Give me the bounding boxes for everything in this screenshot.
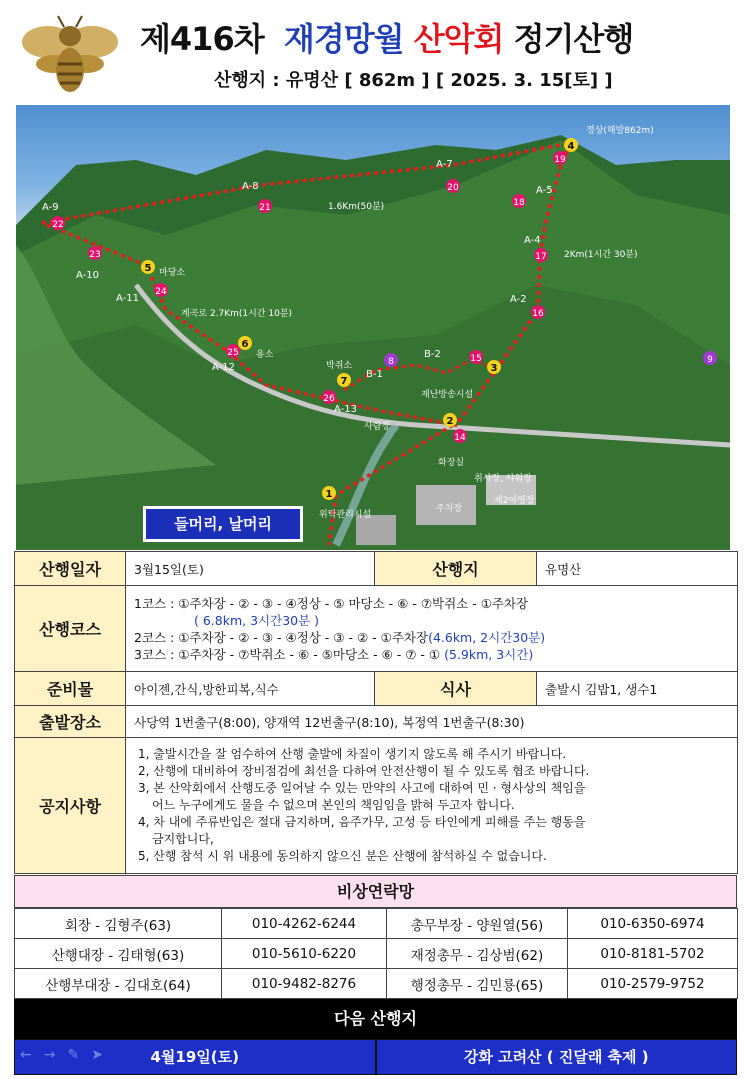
title-suffix: 정기산행 xyxy=(513,20,634,58)
next-trip-title: 다음 산행지 xyxy=(14,999,737,1039)
waypoint-22 xyxy=(51,216,65,230)
cursor-icon[interactable]: ➤ xyxy=(91,1047,103,1063)
svg-text:24: 24 xyxy=(155,287,167,297)
map-a7: A-7 xyxy=(436,159,453,170)
map-entry-badge: 들머리, 날머리 xyxy=(143,506,303,542)
notice-line: 1, 출발시간을 잘 엄수하여 산행 출발에 차질이 생기지 않도록 해 주시기 바랍니다. xyxy=(138,747,567,761)
course-value xyxy=(126,586,738,672)
trail-map-illustration xyxy=(16,105,730,550)
svg-text:20: 20 xyxy=(447,183,459,193)
svg-text:8: 8 xyxy=(388,357,394,367)
contact-name: 총무부장 - 양원열(56) xyxy=(387,909,568,939)
viewer-toolbar xyxy=(20,1047,103,1063)
svg-text:17: 17 xyxy=(535,252,547,262)
contact-phone: 010-8181-5702 xyxy=(568,939,738,969)
waypoint-17 xyxy=(534,248,548,262)
map-a2: A-2 xyxy=(510,294,527,305)
map-distance-3: 계곡로 2.7Km(1시간 10분) xyxy=(181,309,293,319)
map-summit-label: 정상(해발862m) xyxy=(586,126,654,136)
next-trip-place: 강화 고려산 ( 진달래 축제 ) xyxy=(375,1040,737,1074)
emergency-table xyxy=(14,908,738,999)
contact-name: 회장 - 김형주(63) xyxy=(15,909,222,939)
map-a4: A-4 xyxy=(524,235,541,246)
waypoint-2 xyxy=(443,413,457,427)
svg-text:6: 6 xyxy=(241,339,249,350)
map-place-shelter: 재난방송시설 xyxy=(421,390,474,400)
svg-text:22: 22 xyxy=(52,220,64,230)
map-place-yongso: 용소 xyxy=(256,350,274,360)
svg-text:7: 7 xyxy=(340,376,348,387)
contact-name: 행정총무 - 김민룡(65) xyxy=(387,969,568,999)
svg-text:5: 5 xyxy=(144,263,152,274)
prep-label: 준비물 xyxy=(15,672,126,706)
table-row xyxy=(15,969,738,999)
svg-text:21: 21 xyxy=(259,203,271,213)
svg-text:19: 19 xyxy=(554,155,566,165)
course-2-line xyxy=(134,629,729,646)
map-distance-2: 2Km(1시간 30분) xyxy=(564,250,638,260)
svg-text:4: 4 xyxy=(567,141,575,152)
waypoint-8 xyxy=(384,353,398,367)
contact-phone: 010-5610-6220 xyxy=(222,939,387,969)
contact-name: 산행부대장 - 김대호(64) xyxy=(15,969,222,999)
notice-line: 어느 누구에게도 물을 수 없으며 본인의 책임임을 밝혀 두고자 합니다. xyxy=(152,798,515,812)
svg-text:14: 14 xyxy=(454,433,466,443)
map-place-bakjwiso: 박쥐소 xyxy=(326,361,353,371)
waypoint-1 xyxy=(322,486,336,500)
page-title xyxy=(140,14,740,60)
waypoint-5 xyxy=(141,260,155,274)
notice-value xyxy=(126,738,738,874)
svg-text:1: 1 xyxy=(325,489,333,500)
svg-text:16: 16 xyxy=(532,309,544,319)
arrow-left-icon[interactable]: ← xyxy=(20,1047,32,1063)
waypoint-6 xyxy=(238,336,252,350)
waypoint-21 xyxy=(258,199,272,213)
table-row xyxy=(15,909,738,939)
map-a11: A-11 xyxy=(116,293,139,304)
map-place-madangso: 마당소 xyxy=(159,268,186,278)
map-a10: A-10 xyxy=(76,270,99,281)
arrow-right-icon[interactable]: → xyxy=(43,1047,56,1063)
map-a13: A-13 xyxy=(334,404,357,415)
prep-value: 아이젠,간식,방한피복,식수 xyxy=(126,672,375,706)
contact-phone: 010-2579-9752 xyxy=(568,969,738,999)
map-b2: B-2 xyxy=(424,349,441,360)
waypoint-9 xyxy=(703,351,717,365)
emergency-title: 비상연락망 xyxy=(14,875,737,908)
notice-label: 공지사항 xyxy=(15,738,126,874)
course-3-note: (5.9km, 3시간) xyxy=(444,646,534,662)
svg-text:25: 25 xyxy=(227,348,239,358)
waypoint-20 xyxy=(446,179,460,193)
row-course xyxy=(15,586,738,672)
map-place-parking2: 제2야영장 xyxy=(494,496,535,506)
course-2-note: (4.6km, 2시간30분) xyxy=(428,629,546,645)
waypoint-4 xyxy=(564,138,578,152)
bee-logo-icon xyxy=(18,12,122,96)
waypoint-23 xyxy=(88,246,102,260)
course-label: 산행코스 xyxy=(15,586,126,672)
contact-phone: 010-9482-8276 xyxy=(222,969,387,999)
contact-name: 산행대장 - 김태형(63) xyxy=(15,939,222,969)
waypoint-19 xyxy=(553,151,567,165)
next-trip-date: 4월19일(토) xyxy=(150,1048,239,1066)
pen-icon[interactable]: ✎ xyxy=(67,1047,80,1063)
row-depart xyxy=(15,706,738,738)
map-place-parking: 주차장 xyxy=(436,504,463,514)
contact-phone: 010-6350-6974 xyxy=(568,909,738,939)
svg-text:3: 3 xyxy=(490,363,498,374)
waypoint-26 xyxy=(322,390,336,404)
map-distance-1: 1.6Km(50분) xyxy=(328,202,385,212)
meal-value: 출발시 김밥1, 생수1 xyxy=(537,672,738,706)
place-label: 산행지 xyxy=(375,552,537,586)
map-place-store: 사람장 xyxy=(364,422,391,432)
svg-text:26: 26 xyxy=(323,394,335,404)
row-notice xyxy=(15,738,738,874)
contact-phone: 010-4262-6244 xyxy=(222,909,387,939)
title-number: 제416차 xyxy=(140,20,264,58)
depart-value: 사당역 1번출구(8:00), 양재역 12번출구(8:10), 복정역 1번출구(8:30) xyxy=(126,706,738,738)
map-place-camp: 취사장, 샤워장 xyxy=(474,474,532,484)
page-subtitle: 산행지 : 유명산 [ 862m ] [ 2025. 3. 15[토] ] xyxy=(214,70,613,91)
notice-line: 금지합니다, xyxy=(152,832,214,846)
title-club: 재경망월 xyxy=(283,20,404,58)
waypoint-16 xyxy=(531,305,545,319)
title-club-red: 산악회 xyxy=(413,20,504,58)
contact-name: 재정총무 - 김상범(62) xyxy=(387,939,568,969)
notice-line: 2, 산행에 대비하여 장비점검에 최선을 다하여 안전산행이 될 수 있도록 협조 바랍니다. xyxy=(138,764,590,778)
svg-text:2: 2 xyxy=(446,416,454,427)
map-a8: A-8 xyxy=(242,181,259,192)
svg-text:9: 9 xyxy=(707,355,713,365)
notice-line: 5, 산행 참석 시 위 내용에 동의하지 않으신 분은 산행에 참석하실 수 없습니다. xyxy=(138,849,547,863)
map-place-office: 위탁관리시설 xyxy=(319,510,372,520)
course-1-note: ( 6.8km, 3시간30분 ) xyxy=(194,612,320,628)
date-label: 산행일자 xyxy=(15,552,126,586)
waypoint-3 xyxy=(487,360,501,374)
map-a5: A-5 xyxy=(536,185,553,196)
course-1: 1코스 : ①주차장 - ② - ③ - ④정상 - ⑤ 마당소 - ⑥ - ⑦박쥐소 - ①주차장 xyxy=(134,595,529,611)
waypoint-14 xyxy=(453,429,467,443)
waypoint-7 xyxy=(337,373,351,387)
map-b1: B-1 xyxy=(366,369,383,380)
table-row xyxy=(15,939,738,969)
row-prep xyxy=(15,672,738,706)
notice-line: 3, 본 산악회에서 산행도중 일어날 수 있는 만약의 사고에 대하여 민 · 형사상의 책임을 xyxy=(138,781,586,795)
row-date xyxy=(15,552,738,586)
svg-text:23: 23 xyxy=(89,250,101,260)
notice-line: 4, 차 내에 주류반입은 절대 금지하며, 음주가무, 고성 등 타인에게 피해를 주는 행동을 xyxy=(138,815,586,829)
course-3: 3코스 : ①주차장 - ⑦박쥐소 - ⑥ - ⑤마당소 - ⑥ - ⑦ - ① xyxy=(134,646,441,662)
waypoint-25 xyxy=(226,344,240,358)
meal-label: 식사 xyxy=(375,672,537,706)
place-value: 유명산 xyxy=(537,552,738,586)
info-table xyxy=(14,551,738,874)
map-a12: A-12 xyxy=(212,362,235,373)
next-trip-row xyxy=(14,1039,737,1075)
map-a9: A-9 xyxy=(42,202,59,213)
waypoint-18 xyxy=(512,194,526,208)
waypoint-15 xyxy=(469,350,483,364)
depart-label: 출발장소 xyxy=(15,706,126,738)
header xyxy=(0,0,745,100)
date-value: 3월15일(토) xyxy=(126,552,375,586)
svg-text:15: 15 xyxy=(470,354,482,364)
map-place-toilet: 화장실 xyxy=(438,458,465,468)
course-3-line xyxy=(134,646,729,663)
waypoint-24 xyxy=(154,283,168,297)
course-2: 2코스 : ①주차장 - ② - ③ - ④정상 - ③ - ② - ①주차장 xyxy=(134,629,429,645)
svg-text:18: 18 xyxy=(513,198,525,208)
trail-map xyxy=(16,105,730,550)
